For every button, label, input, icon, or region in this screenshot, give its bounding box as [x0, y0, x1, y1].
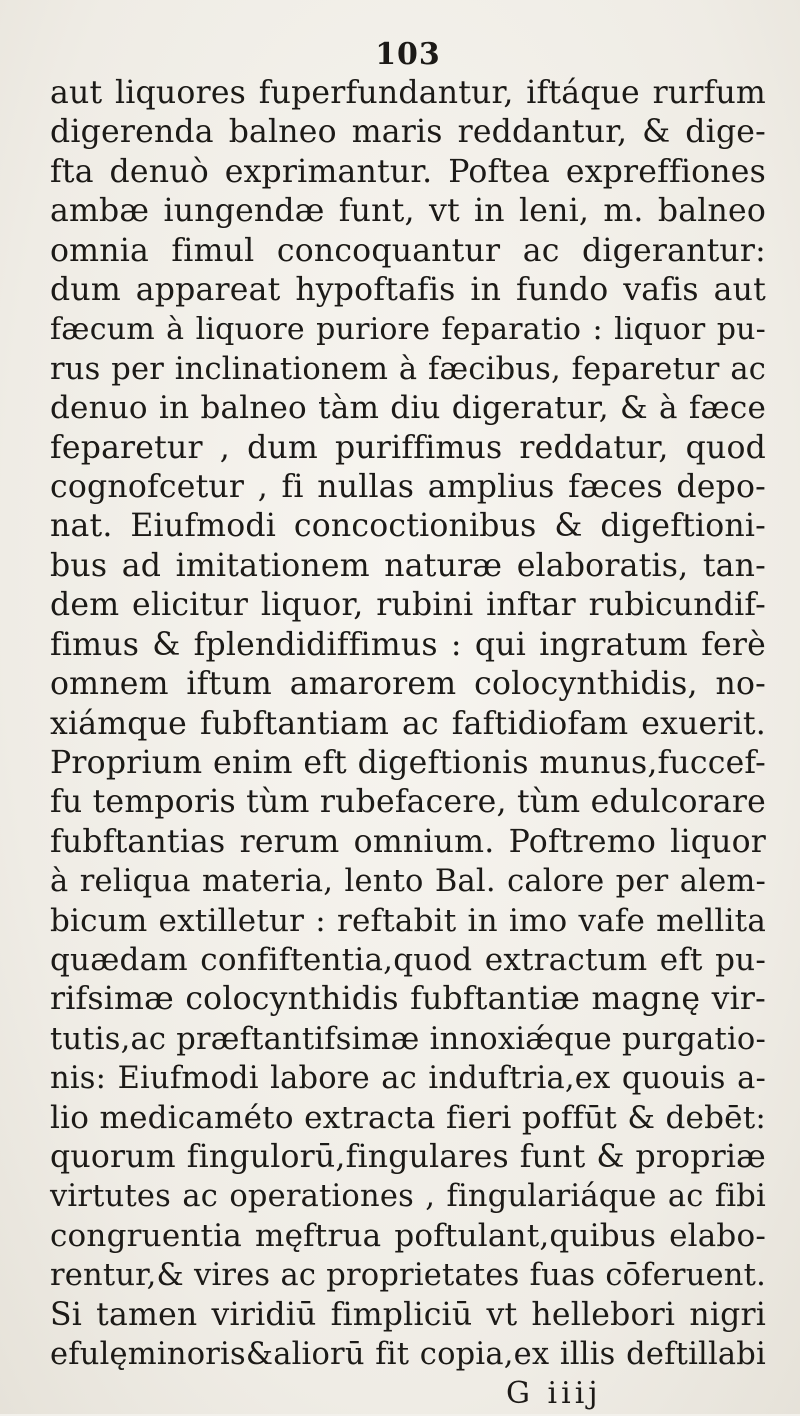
text-line: feparetur , dum puriffimus reddatur, quod	[50, 429, 766, 466]
signature-row	[50, 1374, 766, 1416]
text-line: rus per inclinationem à fæcibus, feparetur ac	[50, 351, 766, 387]
text-line: Si tamen viridiū fimpliciū vt hellebori nigri	[50, 1296, 766, 1333]
text-line: fæcum à liquore puriore feparatio : liquor pu-	[50, 312, 766, 348]
page-number: 103	[375, 37, 441, 72]
text-line: tutis,ac præftantifsimæ innoxiǽque purgatio-	[50, 1021, 766, 1057]
text-line: Proprium enim eft digeftionis munus,fuccef-	[50, 744, 766, 781]
text-line: nis: Eiufmodi labore ac induftria,ex quouis a-	[50, 1061, 766, 1097]
text-line: quorum fingulorū,fingulares funt & propriæ	[50, 1138, 766, 1175]
text-line: bus ad imitationem naturæ elaboratis, tan-	[50, 547, 766, 584]
text-line: quædam confiftentia,quod extractum eft pu-	[50, 941, 766, 978]
text-line: nat. Eiufmodi concoctionibus & digeftioni-	[50, 508, 766, 545]
text-line: ambæ iungendæ funt, vt in leni, m. balneo	[50, 193, 766, 230]
text-line: fu temporis tùm rubefacere, tùm edulcorare	[50, 784, 766, 821]
text-line: fubftantias rerum omnium. Poftremo liquor	[50, 823, 766, 860]
text-line: bicum extilletur : reftabit in imo vafe mellita	[50, 902, 766, 939]
text-line: denuo in balneo tàm diu digeratur, & à fæce	[50, 390, 766, 427]
text-line: rifsimæ colocynthidis fubftantiæ magnę vir-	[50, 981, 766, 1018]
signature-mark: G iiij	[506, 1376, 602, 1412]
text-line: congruentia męftrua poftulant,quibus elabo-	[50, 1217, 766, 1254]
text-line: efulęminoris&aliorū fit copia,ex illis deftillabi	[50, 1337, 766, 1372]
body-text	[50, 74, 766, 1374]
text-line: fta denuò exprimantur. Poftea expreffiones	[50, 153, 766, 190]
text-line: omnem iftum amarorem colocynthidis, no-	[50, 666, 766, 703]
text-line: rentur,& vires ac proprietates fuas cōferuent.	[50, 1258, 766, 1294]
text-line: cognofcetur , fi nullas amplius fæces depo-	[50, 469, 766, 506]
text-line: à reliqua materia, lento Bal. calore per alem-	[50, 864, 766, 900]
text-line: dem elicitur liquor, rubini inftar rubicundif-	[50, 587, 766, 624]
text-line: fimus & fplendidiffimus : qui ingratum ferè	[50, 626, 766, 663]
text-line: virtutes ac operationes , fingulariáque ac fibi	[50, 1179, 766, 1215]
text-line: aut liquores fuperfundantur, iftáque rurfum	[50, 75, 766, 111]
text-line: lio medicaméto extracta fieri poffūt & debēt:	[50, 1099, 766, 1136]
text-line: dum appareat hypoftafis in fundo vafis aut	[50, 272, 766, 309]
text-line: xiámque fubftantiam ac faftidiofam exuerit.	[50, 705, 766, 742]
text-line: digerenda balneo maris reddantur, & dige-	[50, 114, 766, 151]
text-line: omnia fimul concoquantur ac digerantur:	[50, 232, 766, 269]
